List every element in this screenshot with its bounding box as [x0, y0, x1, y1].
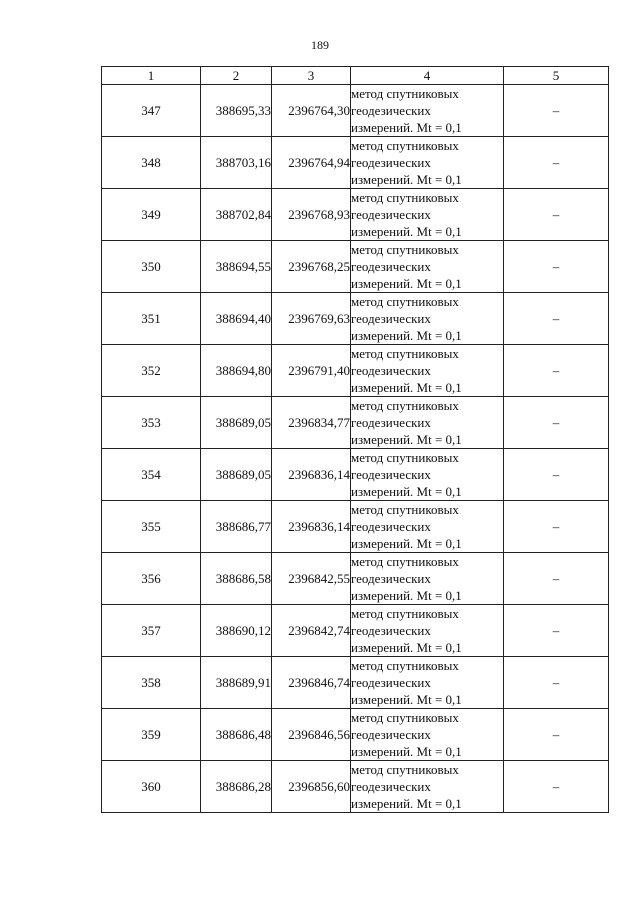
method-cell	[351, 137, 504, 189]
method-line: метод спутниковых	[351, 606, 459, 621]
table-row	[102, 657, 609, 709]
y-coordinate-cell: 2396764,94	[272, 137, 351, 189]
point-number-cell: 357	[102, 605, 201, 657]
method-line: измерений. Mt = 0,1	[351, 588, 462, 603]
point-number-cell: 350	[102, 241, 201, 293]
x-coordinate-cell: 388689,05	[201, 449, 272, 501]
table-row	[102, 85, 609, 137]
x-coordinate-cell: 388694,80	[201, 345, 272, 397]
point-number-cell: 359	[102, 709, 201, 761]
method-cell	[351, 709, 504, 761]
y-coordinate-cell: 2396791,40	[272, 345, 351, 397]
y-coordinate-cell: 2396768,93	[272, 189, 351, 241]
method-line: измерений. Mt = 0,1	[351, 224, 462, 239]
method-cell	[351, 605, 504, 657]
y-coordinate-cell: 2396764,30	[272, 85, 351, 137]
point-number-cell: 352	[102, 345, 201, 397]
y-coordinate-cell: 2396842,74	[272, 605, 351, 657]
method-line: измерений. Mt = 0,1	[351, 692, 462, 707]
x-coordinate-cell: 388686,77	[201, 501, 272, 553]
y-coordinate-cell: 2396846,74	[272, 657, 351, 709]
x-coordinate-cell: 388694,55	[201, 241, 272, 293]
method-line: метод спутниковых	[351, 86, 459, 101]
method-line: метод спутниковых	[351, 658, 459, 673]
method-cell	[351, 345, 504, 397]
method-cell	[351, 85, 504, 137]
method-line: геодезических	[351, 311, 431, 326]
column-5-cell: –	[504, 397, 609, 449]
method-line: геодезических	[351, 207, 431, 222]
y-coordinate-cell: 2396836,14	[272, 449, 351, 501]
x-coordinate-cell: 388702,84	[201, 189, 272, 241]
table-row	[102, 241, 609, 293]
method-line: геодезических	[351, 727, 431, 742]
method-line: метод спутниковых	[351, 762, 459, 777]
x-coordinate-cell: 388689,05	[201, 397, 272, 449]
point-number-cell: 358	[102, 657, 201, 709]
method-line: измерений. Mt = 0,1	[351, 380, 462, 395]
table-row	[102, 605, 609, 657]
point-number-cell: 354	[102, 449, 201, 501]
table-row	[102, 345, 609, 397]
x-coordinate-cell: 388686,58	[201, 553, 272, 605]
column-5-cell: –	[504, 189, 609, 241]
method-line: измерений. Mt = 0,1	[351, 744, 462, 759]
table-row	[102, 553, 609, 605]
method-line: измерений. Mt = 0,1	[351, 276, 462, 291]
method-line: метод спутниковых	[351, 242, 459, 257]
point-number-cell: 347	[102, 85, 201, 137]
y-coordinate-cell: 2396834,77	[272, 397, 351, 449]
y-coordinate-cell: 2396846,56	[272, 709, 351, 761]
method-cell	[351, 761, 504, 813]
column-5-cell: –	[504, 761, 609, 813]
method-cell	[351, 501, 504, 553]
method-line: геодезических	[351, 103, 431, 118]
y-coordinate-cell: 2396769,63	[272, 293, 351, 345]
x-coordinate-cell: 388694,40	[201, 293, 272, 345]
method-line: геодезических	[351, 467, 431, 482]
table-row	[102, 397, 609, 449]
column-5-cell: –	[504, 241, 609, 293]
method-line: геодезических	[351, 363, 431, 378]
x-coordinate-cell: 388686,48	[201, 709, 272, 761]
method-line: геодезических	[351, 779, 431, 794]
point-number-cell: 348	[102, 137, 201, 189]
table-body	[102, 85, 609, 813]
column-5-cell: –	[504, 605, 609, 657]
method-cell	[351, 189, 504, 241]
method-cell	[351, 241, 504, 293]
column-5-cell: –	[504, 553, 609, 605]
table-row	[102, 449, 609, 501]
x-coordinate-cell: 388686,28	[201, 761, 272, 813]
method-line: геодезических	[351, 623, 431, 638]
method-line: метод спутниковых	[351, 502, 459, 517]
column-header-2: 2	[201, 67, 272, 85]
x-coordinate-cell: 388690,12	[201, 605, 272, 657]
point-number-cell: 355	[102, 501, 201, 553]
x-coordinate-cell: 388703,16	[201, 137, 272, 189]
method-line: геодезических	[351, 155, 431, 170]
x-coordinate-cell: 388689,91	[201, 657, 272, 709]
method-line: метод спутниковых	[351, 554, 459, 569]
method-line: метод спутниковых	[351, 710, 459, 725]
method-line: метод спутниковых	[351, 138, 459, 153]
column-5-cell: –	[504, 709, 609, 761]
point-number-cell: 360	[102, 761, 201, 813]
table-row	[102, 189, 609, 241]
method-line: геодезических	[351, 675, 431, 690]
method-line: измерений. Mt = 0,1	[351, 640, 462, 655]
method-line: измерений. Mt = 0,1	[351, 120, 462, 135]
method-line: измерений. Mt = 0,1	[351, 484, 462, 499]
method-cell	[351, 449, 504, 501]
y-coordinate-cell: 2396842,55	[272, 553, 351, 605]
page-number: 189	[311, 38, 329, 52]
column-5-cell: –	[504, 293, 609, 345]
table-row	[102, 709, 609, 761]
column-header-1: 1	[102, 67, 201, 85]
y-coordinate-cell: 2396836,14	[272, 501, 351, 553]
column-header-3: 3	[272, 67, 351, 85]
method-cell	[351, 657, 504, 709]
method-line: измерений. Mt = 0,1	[351, 432, 462, 447]
method-line: геодезических	[351, 571, 431, 586]
column-5-cell: –	[504, 137, 609, 189]
method-line: геодезических	[351, 259, 431, 274]
method-line: геодезических	[351, 415, 431, 430]
method-line: метод спутниковых	[351, 294, 459, 309]
method-line: измерений. Mt = 0,1	[351, 172, 462, 187]
point-number-cell: 356	[102, 553, 201, 605]
method-line: измерений. Mt = 0,1	[351, 796, 462, 811]
table-row	[102, 293, 609, 345]
table-row	[102, 501, 609, 553]
method-cell	[351, 293, 504, 345]
method-line: метод спутниковых	[351, 398, 459, 413]
y-coordinate-cell: 2396768,25	[272, 241, 351, 293]
table-row	[102, 137, 609, 189]
table-row	[102, 761, 609, 813]
coordinates-table	[101, 66, 609, 813]
point-number-cell: 351	[102, 293, 201, 345]
method-line: измерений. Mt = 0,1	[351, 536, 462, 551]
method-cell	[351, 397, 504, 449]
x-coordinate-cell: 388695,33	[201, 85, 272, 137]
method-line: метод спутниковых	[351, 450, 459, 465]
column-5-cell: –	[504, 85, 609, 137]
table-header-row	[102, 67, 609, 85]
column-5-cell: –	[504, 657, 609, 709]
column-5-cell: –	[504, 449, 609, 501]
method-line: метод спутниковых	[351, 346, 459, 361]
point-number-cell: 353	[102, 397, 201, 449]
column-5-cell: –	[504, 501, 609, 553]
column-header-4: 4	[351, 67, 504, 85]
method-cell	[351, 553, 504, 605]
y-coordinate-cell: 2396856,60	[272, 761, 351, 813]
method-line: геодезических	[351, 519, 431, 534]
point-number-cell: 349	[102, 189, 201, 241]
column-5-cell: –	[504, 345, 609, 397]
column-header-5: 5	[504, 67, 609, 85]
method-line: измерений. Mt = 0,1	[351, 328, 462, 343]
method-line: метод спутниковых	[351, 190, 459, 205]
